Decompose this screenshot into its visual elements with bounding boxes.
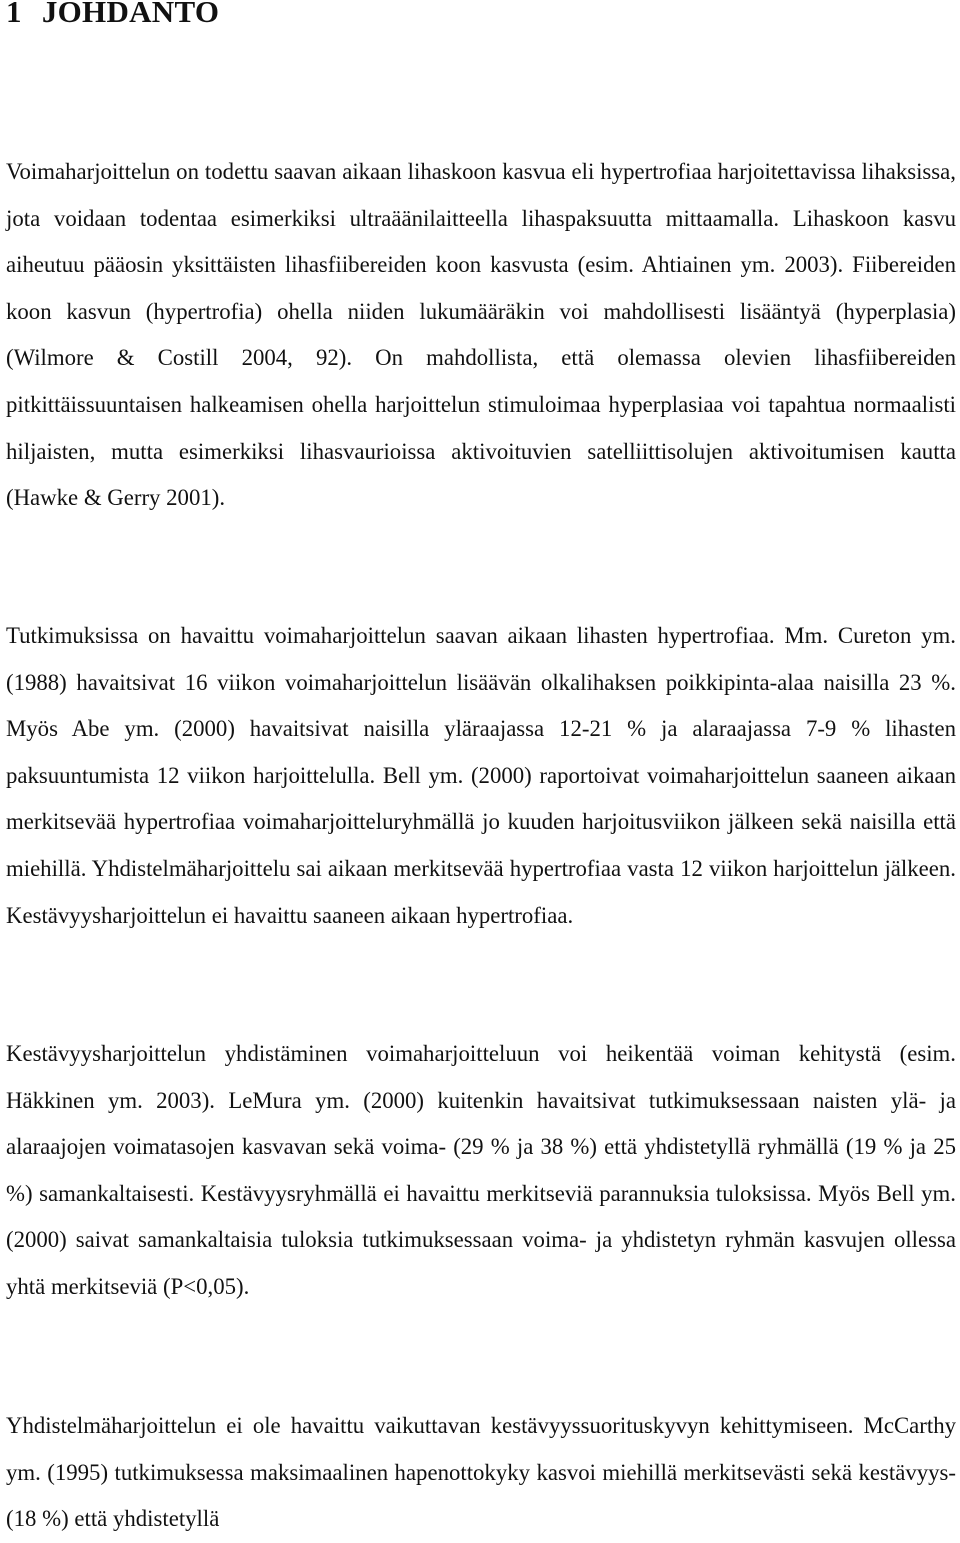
- paragraph-concurrent-training-strength: Kestävyysharjoittelun yhdistäminen voimaharjoitteluun voi heikentää voiman kehitystä (esim. Häkkinen ym. 2003). LeMura ym. (2000) kuitenkin havaitsivat tutkimuksessaan naisten ylä- ja alaraajojen voimatasojen kasvavan sekä voima- (29 % ja 38 %) että yhdistetyllä ryhmällä (19 % ja 25 %) samankaltaisesti. Kestävyysryhmällä ei havaittu merkitseviä parannuksia tuloksissa. Myös Bell ym. (2000) saivat samankaltaisia tuloksia tutkimuksessaan voima- ja yhdistetyn ryhmän kasvujen ollessa yhtä merkitseviä (P<0,05).: [6, 1041, 956, 1299]
- section-heading: [6, 0, 219, 32]
- section-number: 1: [6, 0, 22, 29]
- paragraph-strength-training-studies: Tutkimuksissa on havaittu voimaharjoittelun saavan aikaan lihasten hypertrofiaa. Mm. Cureton ym. (1988) havaitsivat 16 viikon voimaharjoittelun lisäävän olkalihaksen poikkipinta-alaa naisilla 23 %. Myös Abe ym. (2000) havaitsivat naisilla yläraajassa 12-21 % ja alaraajassa 7-9 % lihasten paksuuntumista 12 viikon harjoittelulla. Bell ym. (2000) raportoivat voimaharjoittelun saaneen aikaan merkitsevää hypertrofiaa voimaharjoitteluryhmällä jo kuuden harjoitusviikon jälkeen sekä naisilla että miehillä. Yhdistelmäharjoittelu sai aikaan merkitsevää hypertrofiaa vasta 12 viikon harjoittelun jälkeen. Kestävyysharjoittelun ei havaittu saaneen aikaan hypertrofiaa.: [6, 623, 956, 928]
- paragraph-hypertrophy-intro: Voimaharjoittelun on todettu saavan aikaan lihaskoon kasvua eli hypertrofiaa harjoitettavissa lihaksissa, jota voidaan todentaa esimerkiksi ultraäänilaitteella lihaspaksuutta mittaamalla. Lihaskoon kasvu aiheutuu pääosin yksittäisten lihasfiibereiden koon kasvusta (esim. Ahtiainen ym. 2003). Fiibereiden koon kasvun (hypertrofia) ohella niiden lukumääräkin voi mahdollisesti lisääntyä (hyperplasia) (Wilmore & Costill 2004, 92). On mahdollista, että olemassa olevien lihasfiibereiden pitkittäissuuntaisen halkeamisen ohella harjoittelun stimuloimaa hyperplasiaa voi tapahtua normaalisti hiljaisten, mutta esimerkiksi lihasvaurioissa aktivoituvien satelliittisolujen aktivoitumisen kautta (Hawke & Gerry 2001).: [6, 159, 956, 511]
- section-title: JOHDANTO: [41, 0, 220, 29]
- paragraph-concurrent-training-endurance: Yhdistelmäharjoittelun ei ole havaittu vaikuttavan kestävyyssuorituskyvyn kehittymiseen. McCarthy ym. (1995) tutkimuksessa maksimaalinen hapenottokyky kasvoi miehillä merkitsevästi sekä kestävyys- (18 %) että yhdistetyllä: [6, 1413, 956, 1532]
